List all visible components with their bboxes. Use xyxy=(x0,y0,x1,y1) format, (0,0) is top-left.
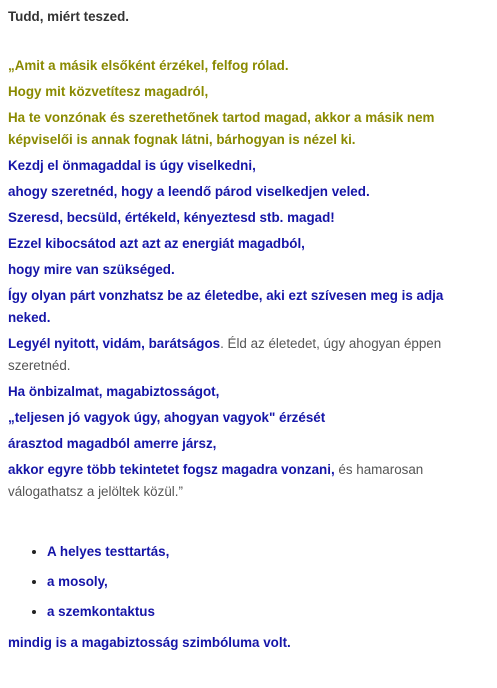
quote-line-1: „Amit a másik elsőként érzékel, felfog rólad. xyxy=(8,58,289,73)
open-line-bold: Legyél nyitott, vidám, barátságos xyxy=(8,336,221,351)
confidence-line-3: árasztod magadból amerre jársz, xyxy=(8,436,217,451)
quote-line-2: Hogy mit közvetítesz magadról, xyxy=(8,84,209,99)
intro-line: Tudd, miért teszed. xyxy=(8,9,130,24)
list-item: • a mosoly, xyxy=(47,567,489,597)
closing-line-bold: akkor egyre több tekintetet fogsz magadra vonzani, xyxy=(8,462,335,477)
blue-line-5: hogy mire van szükséged. xyxy=(8,262,175,277)
confidence-line-1: Ha önbizalmat, magabiztosságot, xyxy=(8,384,220,399)
blue-line-4: Ezzel kibocsátod azt azt az energiát magadból, xyxy=(8,236,305,251)
list-item: • A helyes testtartás, xyxy=(47,537,489,567)
final-line: mindig is a magabiztosság szimbóluma volt. xyxy=(8,635,291,650)
article-body xyxy=(0,9,497,650)
quote-line-3: Ha te vonzónak és szerethetőnek tartod magad, akkor a másik nem képviselői is annak fognak látni, bárhogyan is nézel ki. xyxy=(8,110,435,147)
closing-line xyxy=(8,459,489,503)
open-line-rest: . Éld az életedet, úgy ahogyan éppen szeretnéd. xyxy=(8,336,442,373)
confidence-line-2: „teljesen jó vagyok úgy, ahogyan vagyok" érzését xyxy=(8,410,326,425)
open-line xyxy=(8,333,489,377)
bullet-list xyxy=(8,537,489,627)
blue-line-1: Kezdj el önmagaddal is úgy viselkedni, xyxy=(8,158,256,173)
closing-line-rest: és hamarosan válogathatsz a jelöltek közül.” xyxy=(8,462,424,499)
blue-line-6: Így olyan párt vonzhatsz be az életedbe, aki ezt szívesen meg is adja neked. xyxy=(8,288,444,325)
list-item: • a szemkontaktus xyxy=(47,597,489,627)
blue-line-2: ahogy szeretnéd, hogy a leendő párod viselkedjen veled. xyxy=(8,184,370,199)
blue-line-3: Szeresd, becsüld, értékeld, kényeztesd stb. magad! xyxy=(8,210,335,225)
